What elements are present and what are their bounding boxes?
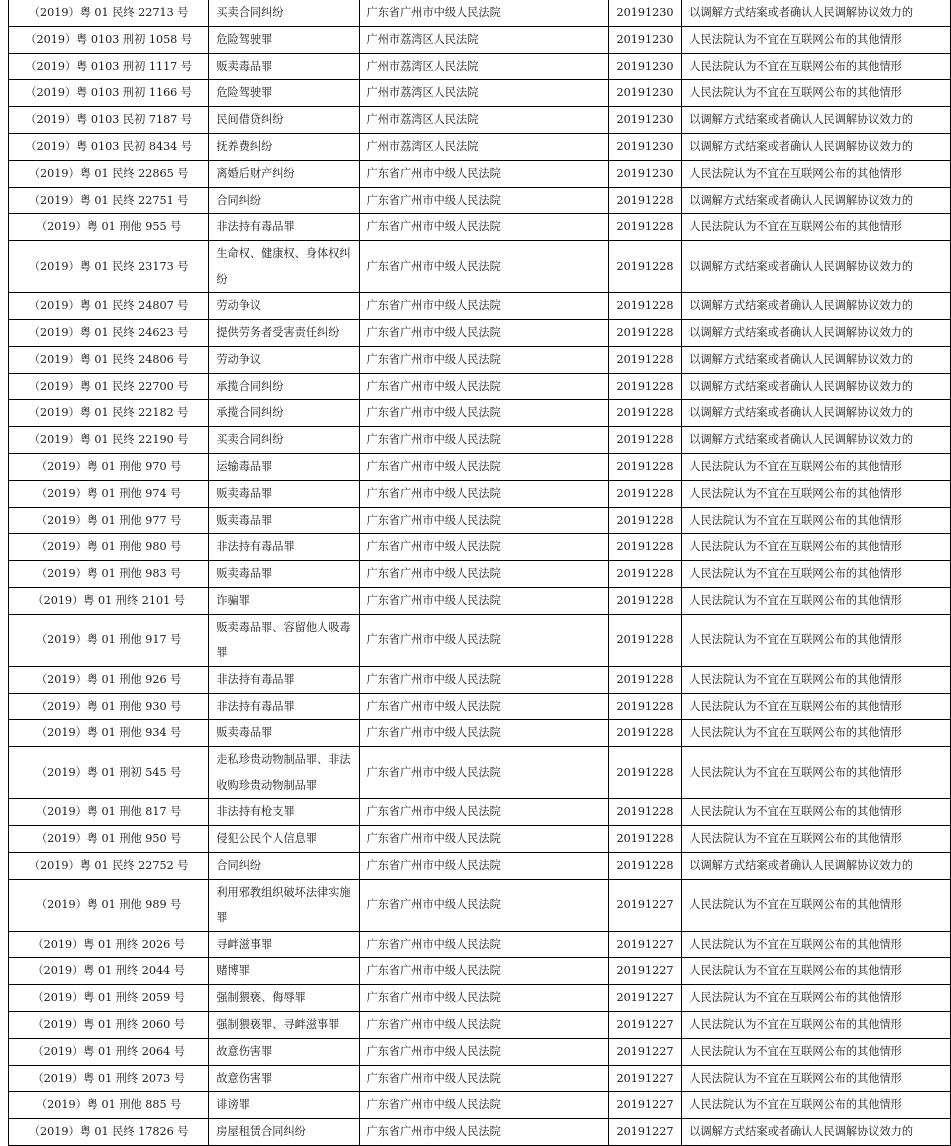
unpublished-reason-cell: 人民法院认为不宜在互联网公布的其他情形 — [682, 561, 951, 588]
court-name-cell: 广东省广州市中级人民法院 — [359, 693, 608, 720]
table-row — [9, 1092, 951, 1119]
unpublished-reason-cell: 以调解方式结案或者确认人民调解协议效力的 — [682, 319, 951, 346]
case-number-cell: （2019）粤 01 民终 22190 号 — [9, 427, 209, 454]
court-name-cell: 广州市荔湾区人民法院 — [359, 133, 608, 160]
court-name-cell: 广东省广州市中级人民法院 — [359, 427, 608, 454]
case-cause-cell: 强制猥亵罪、寻衅滋事罪 — [209, 1011, 359, 1038]
unpublished-reason-cell: 人民法院认为不宜在互联网公布的其他情形 — [682, 214, 951, 241]
court-name-cell: 广东省广州市中级人民法院 — [359, 160, 608, 187]
case-date-cell: 20191230 — [608, 80, 682, 107]
unpublished-reason-cell: 人民法院认为不宜在互联网公布的其他情形 — [682, 507, 951, 534]
table-row — [9, 373, 951, 400]
case-date-cell: 20191228 — [608, 666, 682, 693]
case-number-cell: （2019）粤 0103 刑初 1117 号 — [9, 53, 209, 80]
case-cause-cell: 诈骗罪 — [209, 587, 359, 614]
court-name-cell: 广州市荔湾区人民法院 — [359, 53, 608, 80]
case-number-cell: （2019）粤 01 刑终 2044 号 — [9, 958, 209, 985]
unpublished-reason-cell: 人民法院认为不宜在互联网公布的其他情形 — [682, 160, 951, 187]
table-row — [9, 107, 951, 134]
case-cause-cell: 非法持有毒品罪 — [209, 666, 359, 693]
unpublished-reason-cell: 人民法院认为不宜在互联网公布的其他情形 — [682, 587, 951, 614]
case-cause-cell: 强制猥亵、侮辱罪 — [209, 985, 359, 1012]
court-name-cell: 广东省广州市中级人民法院 — [359, 480, 608, 507]
case-number-cell: （2019）粤 01 刑他 989 号 — [9, 879, 209, 931]
case-cause-cell: 贩卖毒品罪 — [209, 480, 359, 507]
case-cause-cell: 抚养费纠纷 — [209, 133, 359, 160]
case-date-cell: 20191228 — [608, 241, 682, 293]
unpublished-reason-cell: 人民法院认为不宜在互联网公布的其他情形 — [682, 825, 951, 852]
table-row — [9, 534, 951, 561]
case-table-body — [9, 0, 951, 1145]
court-name-cell: 广东省广州市中级人民法院 — [359, 293, 608, 320]
case-date-cell: 20191228 — [608, 319, 682, 346]
unpublished-reason-cell: 以调解方式结案或者确认人民调解协议效力的 — [682, 133, 951, 160]
case-date-cell: 20191227 — [608, 1092, 682, 1119]
table-row — [9, 480, 951, 507]
table-row — [9, 958, 951, 985]
court-name-cell: 广州市荔湾区人民法院 — [359, 80, 608, 107]
unpublished-reason-cell: 以调解方式结案或者确认人民调解协议效力的 — [682, 241, 951, 293]
table-row — [9, 825, 951, 852]
unpublished-reason-cell: 以调解方式结案或者确认人民调解协议效力的 — [682, 852, 951, 879]
table-row — [9, 293, 951, 320]
case-cause-cell: 承揽合同纠纷 — [209, 373, 359, 400]
case-number-cell: （2019）粤 01 刑终 2060 号 — [9, 1011, 209, 1038]
case-date-cell: 20191228 — [608, 693, 682, 720]
case-cause-cell: 非法持有毒品罪 — [209, 534, 359, 561]
case-number-cell: （2019）粤 01 刑他 930 号 — [9, 693, 209, 720]
table-row — [9, 693, 951, 720]
table-row — [9, 931, 951, 958]
case-cause-cell: 赌博罪 — [209, 958, 359, 985]
case-number-cell: （2019）粤 01 刑终 2059 号 — [9, 985, 209, 1012]
court-name-cell: 广州市荔湾区人民法院 — [359, 107, 608, 134]
case-number-cell: （2019）粤 0103 刑初 1166 号 — [9, 80, 209, 107]
case-date-cell: 20191228 — [608, 720, 682, 747]
unpublished-reason-cell: 人民法院认为不宜在互联网公布的其他情形 — [682, 53, 951, 80]
case-date-cell: 20191228 — [608, 453, 682, 480]
case-cause-cell: 走私珍贵动物制品罪、非法收购珍贵动物制品罪 — [209, 747, 359, 799]
case-number-cell: （2019）粤 01 刑终 2101 号 — [9, 587, 209, 614]
case-number-cell: （2019）粤 01 刑他 934 号 — [9, 720, 209, 747]
case-date-cell: 20191227 — [608, 1011, 682, 1038]
table-row — [9, 319, 951, 346]
case-number-cell: （2019）粤 01 民终 22182 号 — [9, 400, 209, 427]
case-cause-cell: 非法持有毒品罪 — [209, 693, 359, 720]
court-name-cell: 广东省广州市中级人民法院 — [359, 879, 608, 931]
case-date-cell: 20191227 — [608, 958, 682, 985]
table-row — [9, 879, 951, 931]
case-number-cell: （2019）粤 01 民终 22865 号 — [9, 160, 209, 187]
unpublished-reason-cell: 人民法院认为不宜在互联网公布的其他情形 — [682, 1038, 951, 1065]
unpublished-reason-cell: 人民法院认为不宜在互联网公布的其他情形 — [682, 480, 951, 507]
case-cause-cell: 提供劳务者受害责任纠纷 — [209, 319, 359, 346]
case-cause-cell: 买卖合同纠纷 — [209, 0, 359, 26]
case-cause-cell: 危险驾驶罪 — [209, 26, 359, 53]
case-number-cell: （2019）粤 01 民终 22713 号 — [9, 0, 209, 26]
unpublished-reason-cell: 人民法院认为不宜在互联网公布的其他情形 — [682, 614, 951, 666]
table-row — [9, 799, 951, 826]
court-name-cell: 广东省广州市中级人民法院 — [359, 346, 608, 373]
case-cause-cell: 贩卖毒品罪、容留他人吸毒罪 — [209, 614, 359, 666]
court-name-cell: 广东省广州市中级人民法院 — [359, 1011, 608, 1038]
table-row — [9, 1119, 951, 1146]
table-row — [9, 241, 951, 293]
court-name-cell: 广东省广州市中级人民法院 — [359, 1119, 608, 1146]
case-date-cell: 20191228 — [608, 293, 682, 320]
case-number-cell: （2019）粤 01 刑他 817 号 — [9, 799, 209, 826]
case-date-cell: 20191228 — [608, 587, 682, 614]
case-date-cell: 20191227 — [608, 985, 682, 1012]
case-date-cell: 20191228 — [608, 507, 682, 534]
unpublished-reason-cell: 人民法院认为不宜在互联网公布的其他情形 — [682, 453, 951, 480]
table-row — [9, 0, 951, 26]
case-number-cell: （2019）粤 01 民终 22751 号 — [9, 187, 209, 214]
unpublished-reason-cell: 以调解方式结案或者确认人民调解协议效力的 — [682, 427, 951, 454]
unpublished-reason-cell: 人民法院认为不宜在互联网公布的其他情形 — [682, 879, 951, 931]
case-cause-cell: 诽谤罪 — [209, 1092, 359, 1119]
case-number-cell: （2019）粤 01 刑他 983 号 — [9, 561, 209, 588]
court-name-cell: 广东省广州市中级人民法院 — [359, 214, 608, 241]
case-number-cell: （2019）粤 01 民终 22700 号 — [9, 373, 209, 400]
case-number-cell: （2019）粤 01 民终 17826 号 — [9, 1119, 209, 1146]
court-name-cell: 广东省广州市中级人民法院 — [359, 747, 608, 799]
case-date-cell: 20191230 — [608, 0, 682, 26]
court-name-cell: 广东省广州市中级人民法院 — [359, 453, 608, 480]
table-row — [9, 614, 951, 666]
case-date-cell: 20191227 — [608, 1119, 682, 1146]
court-name-cell: 广东省广州市中级人民法院 — [359, 534, 608, 561]
case-number-cell: （2019）粤 0103 刑初 1058 号 — [9, 26, 209, 53]
court-name-cell: 广东省广州市中级人民法院 — [359, 1038, 608, 1065]
unpublished-reason-cell: 以调解方式结案或者确认人民调解协议效力的 — [682, 0, 951, 26]
case-cause-cell: 贩卖毒品罪 — [209, 720, 359, 747]
case-number-cell: （2019）粤 01 刑他 977 号 — [9, 507, 209, 534]
unpublished-reason-cell: 人民法院认为不宜在互联网公布的其他情形 — [682, 958, 951, 985]
case-cause-cell: 非法持有枪支罪 — [209, 799, 359, 826]
case-number-cell: （2019）粤 01 刑他 885 号 — [9, 1092, 209, 1119]
table-row — [9, 720, 951, 747]
unpublished-reason-cell: 人民法院认为不宜在互联网公布的其他情形 — [682, 1065, 951, 1092]
unpublished-reason-cell: 人民法院认为不宜在互联网公布的其他情形 — [682, 1092, 951, 1119]
case-number-cell: （2019）粤 01 民终 24806 号 — [9, 346, 209, 373]
table-row — [9, 985, 951, 1012]
case-date-cell: 20191228 — [608, 346, 682, 373]
case-date-cell: 20191228 — [608, 534, 682, 561]
case-date-cell: 20191230 — [608, 160, 682, 187]
case-number-cell: （2019）粤 01 刑初 545 号 — [9, 747, 209, 799]
case-cause-cell: 合同纠纷 — [209, 852, 359, 879]
court-name-cell: 广东省广州市中级人民法院 — [359, 799, 608, 826]
case-number-cell: （2019）粤 01 刑终 2073 号 — [9, 1065, 209, 1092]
unpublished-reason-cell: 以调解方式结案或者确认人民调解协议效力的 — [682, 1119, 951, 1146]
table-row — [9, 80, 951, 107]
table-row — [9, 507, 951, 534]
case-cause-cell: 寻衅滋事罪 — [209, 931, 359, 958]
unpublished-reason-cell: 人民法院认为不宜在互联网公布的其他情形 — [682, 799, 951, 826]
case-cause-cell: 贩卖毒品罪 — [209, 507, 359, 534]
case-date-cell: 20191227 — [608, 1065, 682, 1092]
case-date-cell: 20191228 — [608, 400, 682, 427]
case-number-cell: （2019）粤 01 刑他 950 号 — [9, 825, 209, 852]
table-row — [9, 133, 951, 160]
case-number-cell: （2019）粤 01 刑终 2026 号 — [9, 931, 209, 958]
case-date-cell: 20191228 — [608, 427, 682, 454]
court-name-cell: 广东省广州市中级人民法院 — [359, 825, 608, 852]
court-name-cell: 广东省广州市中级人民法院 — [359, 852, 608, 879]
case-cause-cell: 生命权、健康权、身体权纠纷 — [209, 241, 359, 293]
case-date-cell: 20191228 — [608, 480, 682, 507]
table-row — [9, 666, 951, 693]
court-name-cell: 广东省广州市中级人民法院 — [359, 507, 608, 534]
case-date-cell: 20191228 — [608, 373, 682, 400]
court-name-cell: 广东省广州市中级人民法院 — [359, 400, 608, 427]
case-number-cell: （2019）粤 01 民终 24623 号 — [9, 319, 209, 346]
court-name-cell: 广东省广州市中级人民法院 — [359, 985, 608, 1012]
court-name-cell: 广东省广州市中级人民法院 — [359, 561, 608, 588]
unpublished-reason-cell: 人民法院认为不宜在互联网公布的其他情形 — [682, 693, 951, 720]
case-cause-cell: 合同纠纷 — [209, 187, 359, 214]
case-number-cell: （2019）粤 01 刑他 955 号 — [9, 214, 209, 241]
case-date-cell: 20191228 — [608, 214, 682, 241]
case-date-cell: 20191228 — [608, 799, 682, 826]
unpublished-reason-cell: 以调解方式结案或者确认人民调解协议效力的 — [682, 373, 951, 400]
case-date-cell: 20191230 — [608, 53, 682, 80]
case-cause-cell: 买卖合同纠纷 — [209, 427, 359, 454]
case-number-cell: （2019）粤 01 民终 24807 号 — [9, 293, 209, 320]
case-cause-cell: 运输毒品罪 — [209, 453, 359, 480]
table-row — [9, 1038, 951, 1065]
unpublished-reason-cell: 以调解方式结案或者确认人民调解协议效力的 — [682, 346, 951, 373]
court-name-cell: 广东省广州市中级人民法院 — [359, 187, 608, 214]
case-cause-cell: 劳动争议 — [209, 346, 359, 373]
case-cause-cell: 故意伤害罪 — [209, 1038, 359, 1065]
case-date-cell: 20191227 — [608, 931, 682, 958]
table-row — [9, 53, 951, 80]
case-cause-cell: 房屋租赁合同纠纷 — [209, 1119, 359, 1146]
unpublished-reason-cell: 人民法院认为不宜在互联网公布的其他情形 — [682, 720, 951, 747]
court-name-cell: 广州市荔湾区人民法院 — [359, 26, 608, 53]
table-row — [9, 187, 951, 214]
table-row — [9, 1011, 951, 1038]
case-table — [8, 0, 951, 1146]
table-row — [9, 400, 951, 427]
unpublished-reason-cell: 人民法院认为不宜在互联网公布的其他情形 — [682, 985, 951, 1012]
court-name-cell: 广东省广州市中级人民法院 — [359, 666, 608, 693]
case-number-cell: （2019）粤 01 刑他 974 号 — [9, 480, 209, 507]
table-row — [9, 453, 951, 480]
table-row — [9, 561, 951, 588]
unpublished-reason-cell: 人民法院认为不宜在互联网公布的其他情形 — [682, 666, 951, 693]
unpublished-reason-cell: 以调解方式结案或者确认人民调解协议效力的 — [682, 107, 951, 134]
case-number-cell: （2019）粤 0103 民初 7187 号 — [9, 107, 209, 134]
case-number-cell: （2019）粤 01 民终 22752 号 — [9, 852, 209, 879]
unpublished-reason-cell: 以调解方式结案或者确认人民调解协议效力的 — [682, 400, 951, 427]
table-row — [9, 587, 951, 614]
case-cause-cell: 利用邪教组织破坏法律实施罪 — [209, 879, 359, 931]
court-name-cell: 广东省广州市中级人民法院 — [359, 958, 608, 985]
case-date-cell: 20191228 — [608, 825, 682, 852]
court-name-cell: 广东省广州市中级人民法院 — [359, 241, 608, 293]
case-number-cell: （2019）粤 01 民终 23173 号 — [9, 241, 209, 293]
unpublished-reason-cell: 以调解方式结案或者确认人民调解协议效力的 — [682, 187, 951, 214]
court-name-cell: 广东省广州市中级人民法院 — [359, 1065, 608, 1092]
table-row — [9, 427, 951, 454]
case-cause-cell: 承揽合同纠纷 — [209, 400, 359, 427]
unpublished-reason-cell: 人民法院认为不宜在互联网公布的其他情形 — [682, 747, 951, 799]
case-number-cell: （2019）粤 01 刑终 2064 号 — [9, 1038, 209, 1065]
unpublished-reason-cell: 人民法院认为不宜在互联网公布的其他情形 — [682, 931, 951, 958]
case-cause-cell: 民间借贷纠纷 — [209, 107, 359, 134]
case-cause-cell: 贩卖毒品罪 — [209, 561, 359, 588]
case-date-cell: 20191228 — [608, 747, 682, 799]
court-name-cell: 广东省广州市中级人民法院 — [359, 931, 608, 958]
case-cause-cell: 危险驾驶罪 — [209, 80, 359, 107]
table-row — [9, 214, 951, 241]
court-name-cell: 广东省广州市中级人民法院 — [359, 1092, 608, 1119]
court-name-cell: 广东省广州市中级人民法院 — [359, 720, 608, 747]
case-cause-cell: 故意伤害罪 — [209, 1065, 359, 1092]
case-date-cell: 20191230 — [608, 26, 682, 53]
case-date-cell: 20191230 — [608, 133, 682, 160]
case-date-cell: 20191227 — [608, 1038, 682, 1065]
unpublished-reason-cell: 人民法院认为不宜在互联网公布的其他情形 — [682, 534, 951, 561]
case-number-cell: （2019）粤 01 刑他 917 号 — [9, 614, 209, 666]
case-cause-cell: 贩卖毒品罪 — [209, 53, 359, 80]
unpublished-reason-cell: 人民法院认为不宜在互联网公布的其他情形 — [682, 1011, 951, 1038]
unpublished-reason-cell: 人民法院认为不宜在互联网公布的其他情形 — [682, 26, 951, 53]
unpublished-reason-cell: 以调解方式结案或者确认人民调解协议效力的 — [682, 293, 951, 320]
table-row — [9, 26, 951, 53]
case-date-cell: 20191228 — [608, 852, 682, 879]
case-cause-cell: 离婚后财产纠纷 — [209, 160, 359, 187]
table-row — [9, 346, 951, 373]
case-cause-cell: 侵犯公民个人信息罪 — [209, 825, 359, 852]
table-row — [9, 747, 951, 799]
table-row — [9, 1065, 951, 1092]
case-date-cell: 20191227 — [608, 879, 682, 931]
case-number-cell: （2019）粤 0103 民初 8434 号 — [9, 133, 209, 160]
case-date-cell: 20191228 — [608, 187, 682, 214]
court-name-cell: 广东省广州市中级人民法院 — [359, 373, 608, 400]
case-date-cell: 20191228 — [608, 614, 682, 666]
case-date-cell: 20191230 — [608, 107, 682, 134]
table-row — [9, 160, 951, 187]
case-number-cell: （2019）粤 01 刑他 970 号 — [9, 453, 209, 480]
case-number-cell: （2019）粤 01 刑他 926 号 — [9, 666, 209, 693]
unpublished-reason-cell: 人民法院认为不宜在互联网公布的其他情形 — [682, 80, 951, 107]
court-name-cell: 广东省广州市中级人民法院 — [359, 0, 608, 26]
case-number-cell: （2019）粤 01 刑他 980 号 — [9, 534, 209, 561]
table-row — [9, 852, 951, 879]
case-cause-cell: 非法持有毒品罪 — [209, 214, 359, 241]
court-name-cell: 广东省广州市中级人民法院 — [359, 614, 608, 666]
case-date-cell: 20191228 — [608, 561, 682, 588]
case-cause-cell: 劳动争议 — [209, 293, 359, 320]
court-name-cell: 广东省广州市中级人民法院 — [359, 587, 608, 614]
court-name-cell: 广东省广州市中级人民法院 — [359, 319, 608, 346]
